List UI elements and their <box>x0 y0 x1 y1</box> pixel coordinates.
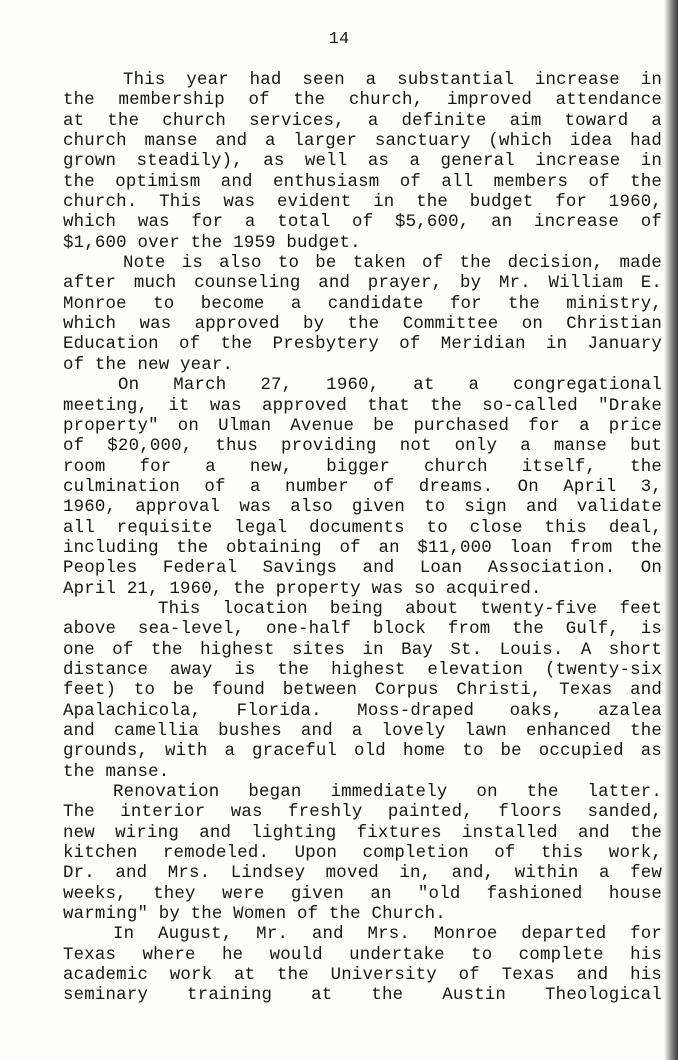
text-line: which was approved by the Committee on Christian <box>63 315 662 335</box>
paragraph-3 <box>63 376 662 600</box>
text-line: of the new year. <box>63 355 234 375</box>
text-line: at the church services, a definite aim toward a <box>63 111 662 131</box>
text-line: grounds, with a graceful old home to be occupied as <box>63 742 662 762</box>
text-line: all requisite legal documents to close this deal, <box>63 518 662 538</box>
page-number: 14 <box>328 30 350 49</box>
text-line: Education of the Presbytery of Meridian in January <box>63 335 662 355</box>
text-line: This year had seen a substantial increase in <box>123 71 662 90</box>
text-line: kitchen remodeled. Upon completion of this work, <box>63 844 662 864</box>
text-line: Apalachicola, Florida. Moss-draped oaks, azalea <box>63 701 662 721</box>
text-line: the optimism and enthusiasm of all members of the <box>63 172 662 192</box>
text-line: This location being about twenty-five feet <box>158 599 662 619</box>
text-line: Note is also to be taken of the decision, made <box>123 254 662 274</box>
paragraph-2 <box>63 254 662 376</box>
text-line: weeks, they were given an "old fashioned house <box>63 884 662 904</box>
text-line: In August, Mr. and Mrs. Monroe departed for <box>113 925 662 945</box>
text-line: grown steadily), as well as a general increase in <box>63 152 662 172</box>
text-line: new wiring and lighting fixtures installed and the <box>63 823 662 843</box>
text-line: culmination of a number of dreams. On April 3, <box>63 477 662 497</box>
text-line: Peoples Federal Savings and Loan Association. On <box>63 559 662 579</box>
text-line: Dr. and Mrs. Lindsey moved in, and, within a few <box>63 864 662 884</box>
text-line: including the obtaining of an $11,000 loan from the <box>63 538 662 558</box>
text-line: which was for a total of $5,600, an increase of <box>63 213 662 233</box>
text-line: On March 27, 1960, at a congregational <box>118 376 662 396</box>
text-line: church. This was evident in the budget for 1960, <box>63 193 662 213</box>
text-line: feet) to be found between Corpus Christi, Texas and <box>63 681 662 701</box>
text-line: $1,600 over the 1959 budget. <box>63 233 361 253</box>
paragraph-1 <box>63 71 662 254</box>
text-line: of $20,000, thus providing not only a manse but <box>63 437 662 457</box>
text-line: property" on Ulman Avenue be purchased for a price <box>63 416 662 436</box>
text-line: April 21, 1960, the property was so acquired. <box>63 579 542 599</box>
text-line: the membership of the church, improved attendance <box>63 91 662 111</box>
text-line: above sea-level, one-half block from the Gulf, is <box>63 620 662 640</box>
text-line: church manse and a larger sanctuary (which idea had <box>63 132 662 152</box>
text-line: room for a new, bigger church itself, the <box>63 457 662 477</box>
text-line: Renovation began immediately on the latter. <box>113 783 662 803</box>
paragraph-4 <box>63 600 662 783</box>
text-line: academic work at the University of Texas and his <box>63 966 662 986</box>
text-line: meeting, it was approved that the so-called "Drake <box>63 396 662 416</box>
text-line: seminary training at the Austin Theological <box>63 986 662 1006</box>
text-line: distance away is the highest elevation (twenty-six <box>63 660 662 680</box>
text-line: 1960, approval was also given to sign and validate <box>63 498 662 518</box>
body-text <box>63 71 662 1007</box>
text-line: one of the highest sites in Bay St. Louis. A short <box>63 640 662 660</box>
page-edge-shadow <box>664 0 678 1060</box>
paragraph-5 <box>63 783 662 925</box>
text-line: Texas where he would undertake to complete his <box>63 945 662 965</box>
text-line: Monroe to become a candidate for the ministry, <box>63 294 662 314</box>
text-line: and camellia bushes and a lovely lawn enhanced the <box>63 722 662 741</box>
text-line: warming" by the Women of the Church. <box>63 905 446 925</box>
text-line: after much counseling and prayer, by Mr. William E. <box>63 274 662 294</box>
text-line: the manse. <box>63 762 170 782</box>
paragraph-6 <box>63 925 662 1006</box>
text-line: The interior was freshly painted, floors sanded, <box>63 803 662 823</box>
